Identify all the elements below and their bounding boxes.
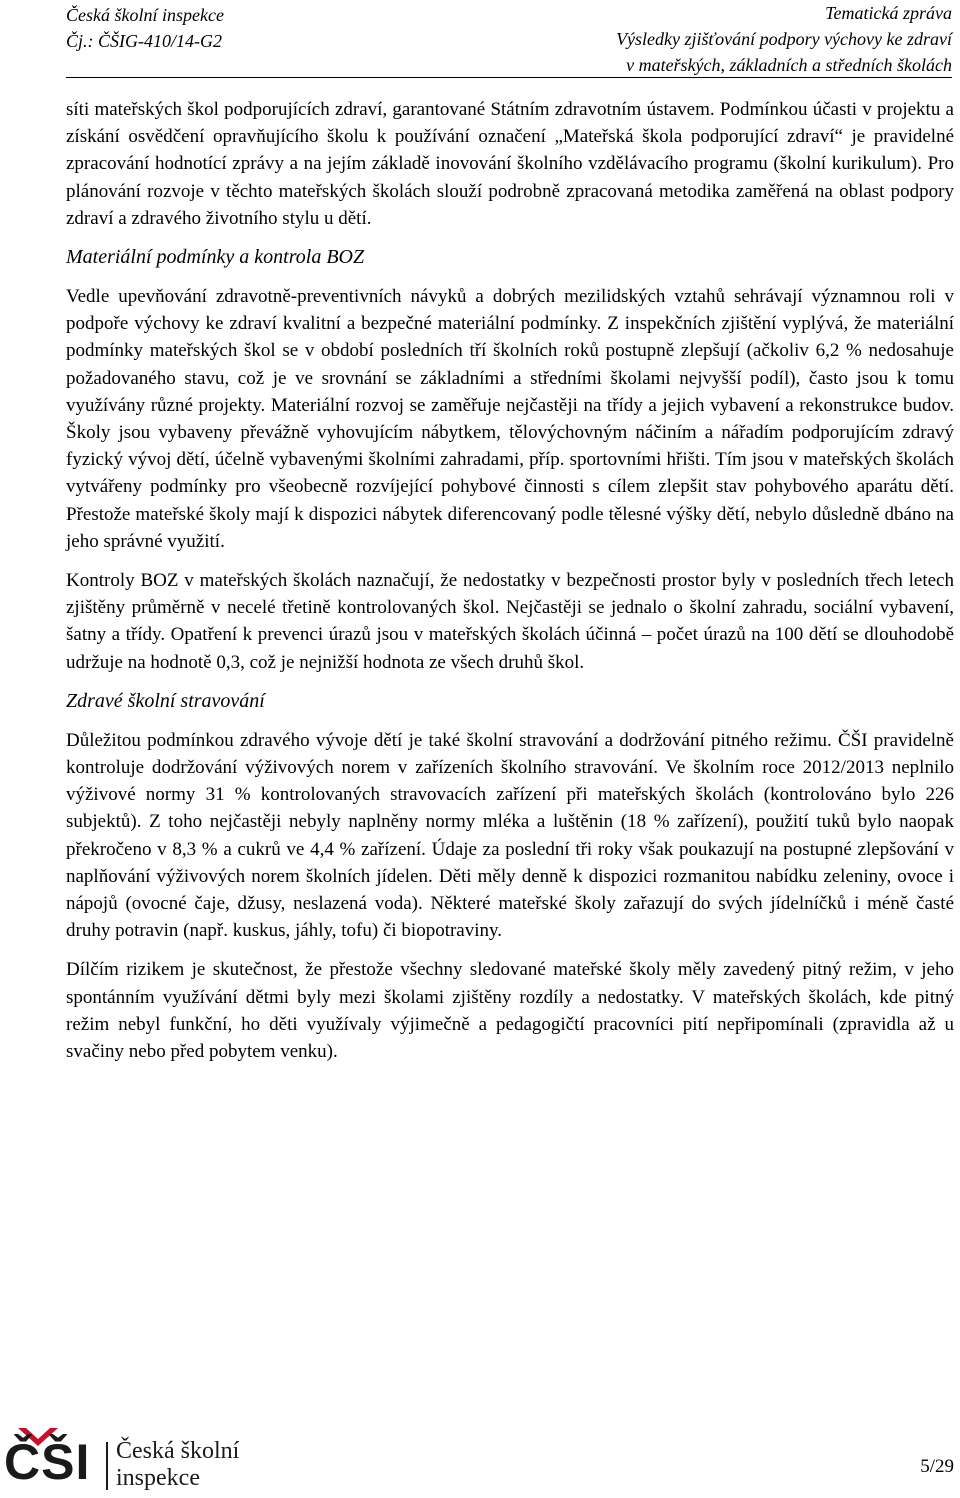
- header-reference: Čj.: ČŠIG-410/14-G2: [66, 31, 222, 51]
- section-heading-boz: Materiální podmínky a kontrola BOZ: [66, 246, 365, 269]
- document-body: [66, 96, 954, 1077]
- page-number: 5/29: [920, 1456, 954, 1477]
- header-divider: [66, 77, 952, 78]
- paragraph-material-conditions: Vedle upevňování zdravotně-preventivních návyků a dobrých mezilidských vztahů sehrávají významnou roli v podpoře výchovy ke zdraví kvalitní a bezpečné materiální podmínky. Z inspekčních zjištění vyplývá, že materiální podmínky mateřských škol se v období posledních tří školních roků postupně zlepšují (ačkoliv 6,2 % nedosahuje požadovaného stavu, což je ve srovnání se základními a středními školami nejvyšší podíl), často jsou k tomu využívány různé projekty. Materiální rozvoj se zaměřuje nejčastěji na třídy a jejich vybavení a rekonstrukce budov. Školy jsou vybaveny převážně vyhovujícím nábytkem, tělovýchovným náčiním a nářadím podporujícím zdravý fyzický vývoj dětí, účelně vybavenými školními zahradami, příp. sportovními hřišti. Tím jsou v mateřských školách vytvářeny podmínky pro všeobecně rozvíjející pohybové činnosti s cílem zlepšit stav pohybového aparátu dětí. Přestože mateřské školy mají k dispozici nábytek diferencovaný podle tělesné výšky dětí, nebylo důsledně dbáno na jeho správné využití.: [66, 286, 954, 552]
- csi-logo: [4, 1428, 254, 1498]
- paragraph-catering: Důležitou podmínkou zdravého vývoje dětí je také školní stravování a dodržování pitného režimu. ČŠI pravidelně kontroluje dodržování výživových norem v zařízeních školního stravování. Ve školním roce 2012/2013 neplnilo výživové normy 31 % kontrolovaných stravovacích zařízení při mateřských školách (kontrolováno bylo 226 subjektů). Z toho nejčastěji nebyly naplněny normy mléka a luštěnin (18 % zařízení), použití tuků bylo naopak překročeno v 8,3 % a cukrů ve 4,4 % zařízení. Údaje za poslední tři roky však poukazují na postupné zlepšování v naplňování výživových norem školních jídelen. Děti měly denně k dispozici rozmanitou nabídku zeleniny, ovoce i nápojů (ovocné čaje, džusy, neslazená voda). Některé mateřské školy zařazují do svých jídelníčků i méně časté druhy potravin (např. kuskus, jáhly, tofu) či biopotraviny.: [66, 729, 954, 942]
- logo-abbreviation: ČŠI: [4, 1434, 91, 1490]
- paragraph-intro: síti mateřských škol podporujících zdraví, garantované Státním zdravotním ústavem. Podmínkou účasti v projektu a získání osvědčení opravňujícího školu k používání označení „Mateřská škola podporující zdraví“ je pravidelné zpracování hodnotící zprávy a na jejím základě inovování školního vzdělávacího programu (školní kurikulum). Pro plánování rozvoje v těchto mateřských školách slouží podrobně zpracovaná metodika zaměřená na oblast podpory zdraví a zdravého životního stylu u dětí.: [66, 99, 954, 229]
- header-left: [66, 2, 224, 54]
- header-report-type: Tematická zpráva: [825, 3, 952, 23]
- paragraph-boz-controls: Kontroly BOZ v mateřských školách naznačují, že nedostatky v bezpečnosti prostor byly v posledních třech letech zjištěny průměrně v necelé třetině kontrolovaných škol. Nejčastěji se jednalo o školní zahradu, sociální vybavení, šatny a třídy. Opatření k prevenci úrazů jsou v mateřských školách účinná – počet úrazů na 100 dětí se dlouhodobě udržuje na hodnotě 0,3, což je nejnižší hodnota ze všech druhů škol.: [66, 570, 954, 673]
- header-right: [616, 0, 952, 78]
- header-report-subtitle: v mateřských, základních a středních školách: [626, 55, 952, 75]
- header-org: Česká školní inspekce: [66, 5, 224, 25]
- logo-line1: Česká školní: [116, 1438, 240, 1464]
- header-report-title: Výsledky zjišťování podpory výchovy ke zdraví: [616, 29, 952, 49]
- section-heading-catering: Zdravé školní stravování: [66, 689, 265, 712]
- paragraph-drinking-regime: Dílčím rizikem je skutečnost, že přestože všechny sledované mateřské školy měly zavedený pitný režim, v jeho spontánním využívání dětmi byly mezi školami zjištěny rozdíly a nedostatky. V mateřských školách, kde pitný režim nebyl funkční, ho děti využívaly výjimečně a pedagogičtí pracovníci pití nepřipomínali (zpravidla až u svačiny nebo před pobytem venku).: [66, 959, 954, 1063]
- page-header: [0, 0, 960, 78]
- logo-wordmark: [116, 1438, 239, 1492]
- page-footer: [0, 1400, 960, 1498]
- logo-divider: [106, 1442, 108, 1490]
- logo-line2: inspekce: [116, 1465, 200, 1491]
